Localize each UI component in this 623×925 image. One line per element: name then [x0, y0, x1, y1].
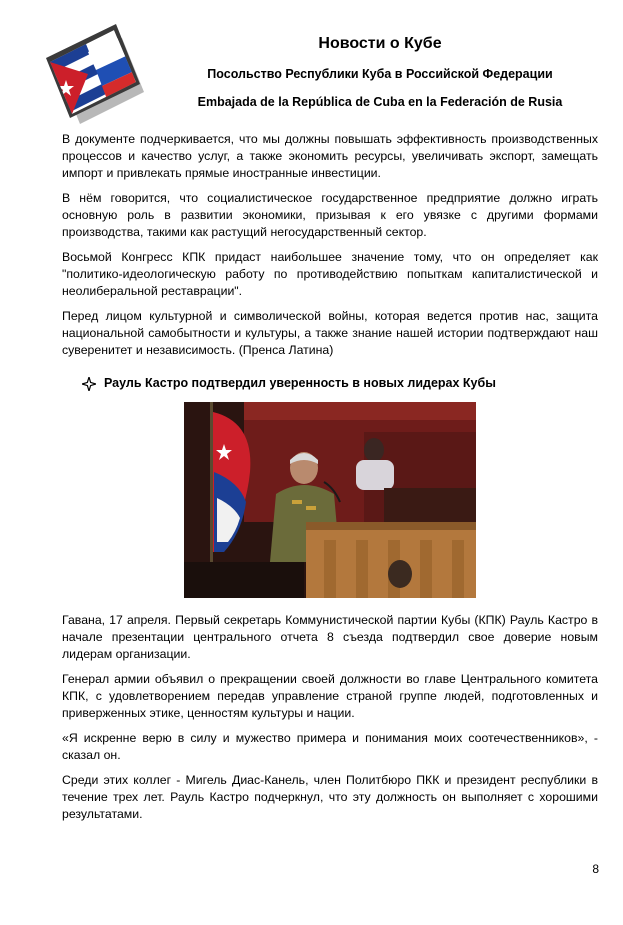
- embassy-name-es: Embajada de la República de Cuba en la Federación de Rusia: [197, 95, 563, 109]
- photo-raul-castro-speech: [184, 402, 476, 598]
- paragraph: Среди этих коллег - Мигель Диас-Канель, член Политбюро ПКК и президент республики в течение трех лет. Рауль Кастро подчеркнул, что эту должность он выполняет с хорошими результатами.: [62, 773, 598, 821]
- document-header: [160, 34, 600, 110]
- article-body: [62, 131, 598, 831]
- paragraph: В нём говорится, что социалистическое государственное предприятие должно играть основную роль в развитии экономики, призывая к его увязке с другими формами производства, такими как растущий негосударственный сектор.: [62, 191, 598, 239]
- section-heading-text: Рауль Кастро подтвердил уверенность в новых лидерах Кубы: [104, 376, 496, 390]
- article-photo: [184, 402, 476, 598]
- section-heading: [82, 375, 598, 392]
- cuba-russia-flag-logo: [36, 22, 148, 140]
- paragraph: В документе подчеркивается, что мы должны повышать эффективность производственных процессов и качество услуг, а также экономить ресурсы, увеличивать экспорт, замещать импорт и привлекать прямые иностранные инвестиции.: [62, 132, 598, 180]
- embassy-name-ru: Посольство Республики Куба в Российской Федерации: [207, 67, 553, 81]
- paragraph: Перед лицом культурной и символической войны, которая ведется против нас, защита национальной самобытности и культуры, а также знание нашей истории подтверждают наш суверенитет и независимость. (Пренса Латина): [62, 309, 598, 357]
- page-number: 8: [592, 862, 599, 876]
- paragraph: Генерал армии объявил о прекращении своей должности во главе Центрального комитета КПК, с удовлетворением передав управление страной группе людей, подготовленных и приверженных этике, ценностям культуры и нации.: [62, 672, 598, 720]
- page-title: Новости о Кубе: [318, 35, 442, 52]
- paragraph: Восьмой Конгресс КПК придаст наибольшее значение тому, что он определяет как "политико-идеологическую работу по противодействию попыткам капиталистической и неолиберальной реставрации".: [62, 250, 598, 298]
- paragraph: «Я искренне верю в силу и мужество примера и понимания моих соотечественников», - сказал он.: [62, 731, 598, 762]
- diamond-bullet-icon: [82, 377, 96, 391]
- paragraph: Гавана, 17 апреля. Первый секретарь Коммунистической партии Кубы (КПК) Рауль Кастро в начале презентации центрального отчета 8 съезда подтвердил свое доверие новым лидерам организации.: [62, 613, 598, 661]
